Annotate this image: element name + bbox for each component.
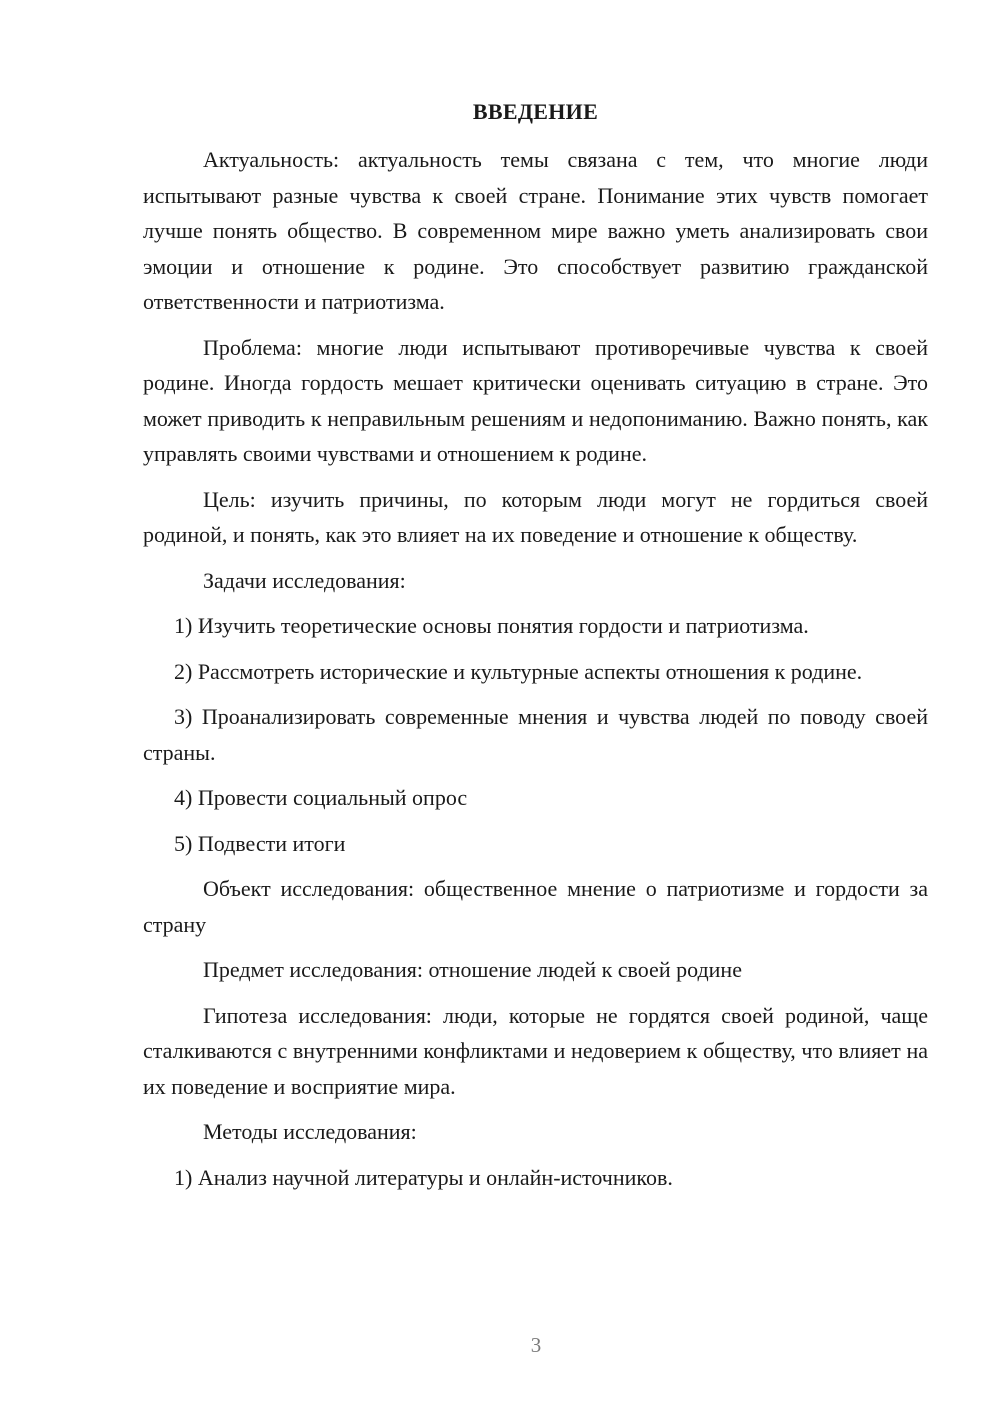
paragraph-problem: Проблема: многие люди испытывают противоречивые чувства к своей родине. Иногда гордость мешает критически оценивать ситуацию в стране. Это может приводить к неправильным решениям и недопониманию. Важно понять, как управлять своими чувствами и отношением к родине. (143, 334, 928, 466)
section-title: ВВЕДЕНИЕ (472, 99, 599, 124)
paragraph-hypothesis: Гипотеза исследования: люди, которые не гордятся своей родиной, чаще сталкиваются с внутренними конфликтами и недоверием к обществу, что влияет на их поведение и восприятие мира. (143, 1002, 928, 1099)
paragraph-tasks-heading: Задачи исследования: (203, 567, 406, 593)
list-item-task-5: 5) Подвести итоги (174, 830, 346, 856)
paragraph-subject: Предмет исследования: отношение людей к своей родине (203, 957, 742, 982)
list-item-task-4: 4) Провести социальный опрос (174, 785, 468, 810)
paragraph-methods-heading: Методы исследования: (203, 1119, 417, 1144)
page-number: 3 (530, 1333, 542, 1357)
paragraph-goal: Цель: изучить причины, по которым люди могут не гордиться своей родиной, и понять, как это влияет на их поведение и отношение к обществу. (143, 486, 928, 547)
paragraph-relevance: Актуальность: актуальность темы связана с тем, что многие люди испытывают разные чувства к своей стране. Понимание этих чувств помогает лучше понять общество. В современном мире важно уметь анализировать свои эмоции и отношение к родине. Это способствует развитию гражданской ответственности и патриотизма. (143, 147, 928, 314)
page-content (143, 92, 928, 1205)
list-item-task-2: 2) Рассмотреть исторические и культурные аспекты отношения к родине. (174, 658, 863, 684)
paragraph-object: Объект исследования: общественное мнение о патриотизме и гордости за страну (143, 876, 928, 937)
list-item-method-1: 1) Анализ научной литературы и онлайн-источников. (174, 1164, 673, 1190)
list-item-task-1: 1) Изучить теоретические основы понятия гордости и патриотизма. (174, 613, 809, 638)
list-item-task-3: 3) Проанализировать современные мнения и чувства людей по поводу своей страны. (143, 704, 928, 765)
